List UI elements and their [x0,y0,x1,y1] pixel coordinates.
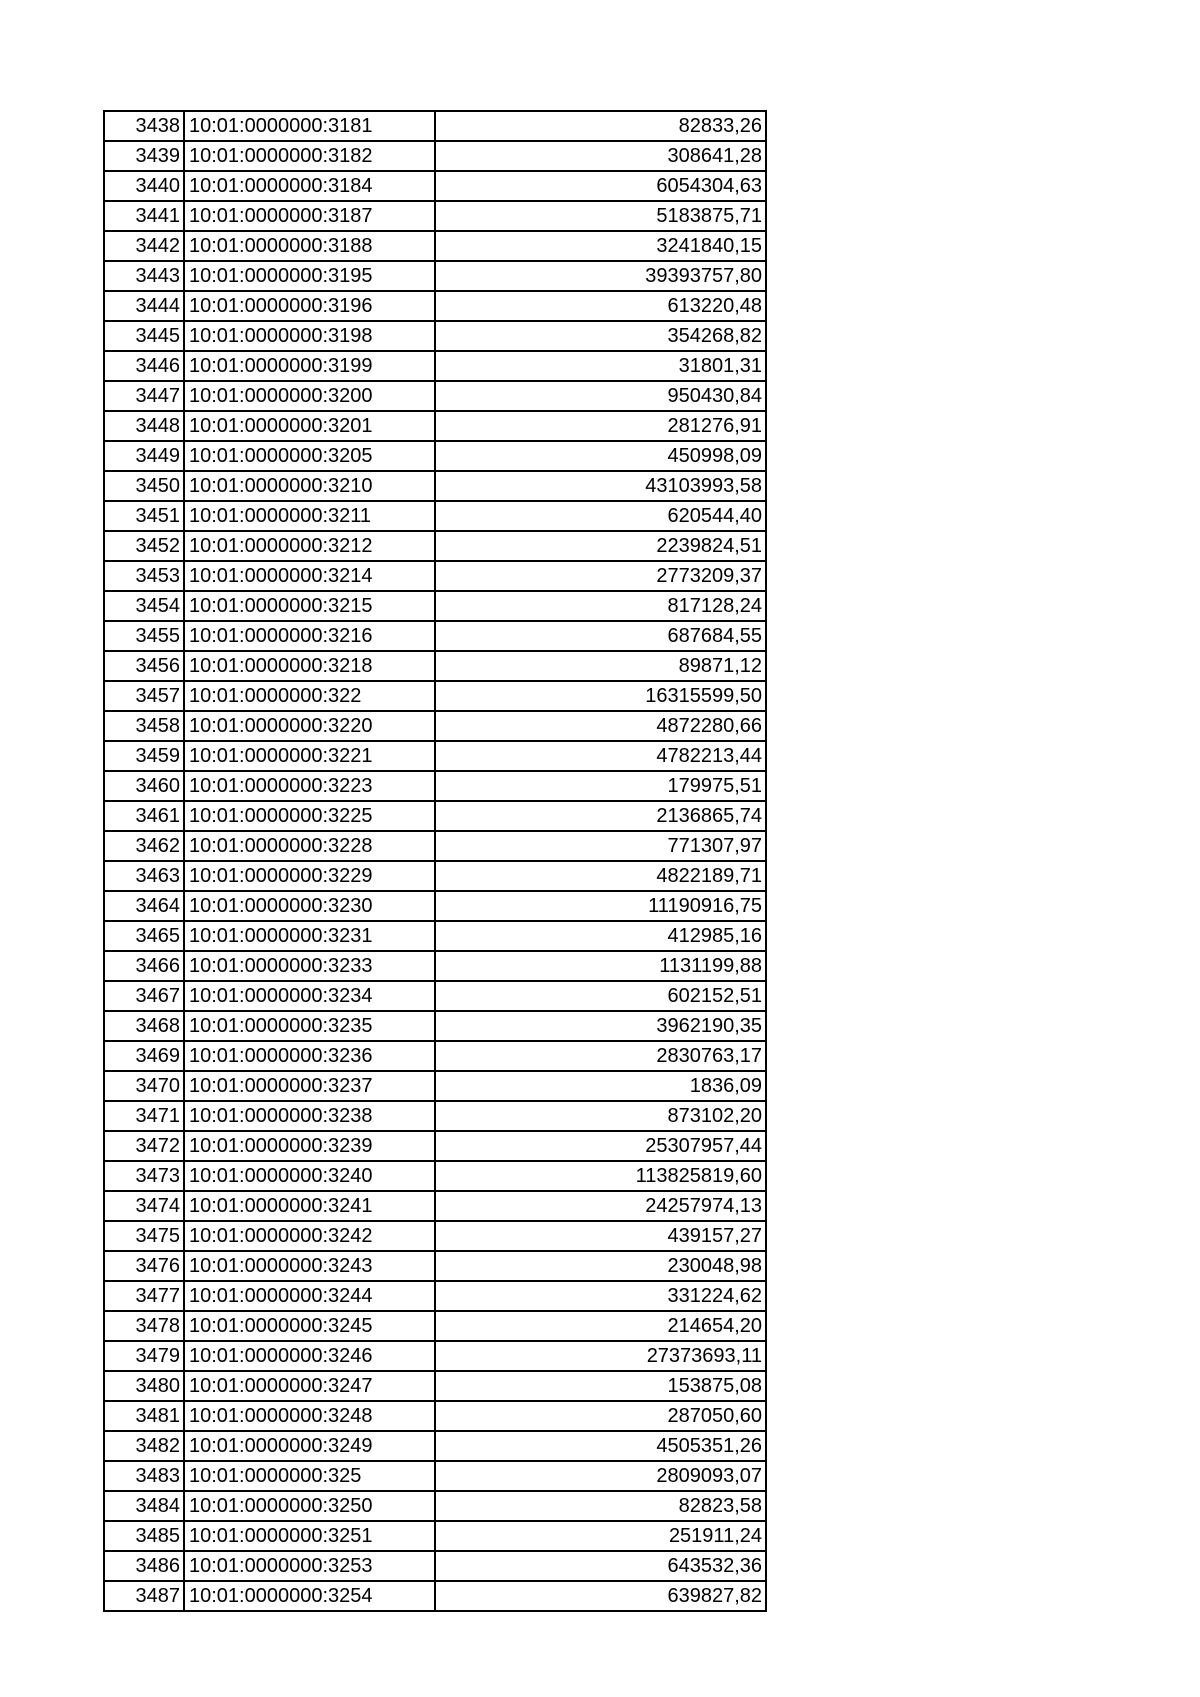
row-number-cell: 3438 [104,111,184,141]
value-cell: 620544,40 [435,501,766,531]
value-cell: 27373693,11 [435,1341,766,1371]
table-row [104,111,766,141]
value-cell: 817128,24 [435,591,766,621]
table-row [104,381,766,411]
row-number-cell: 3454 [104,591,184,621]
row-number-cell: 3446 [104,351,184,381]
value-cell: 179975,51 [435,771,766,801]
table-row [104,1071,766,1101]
row-number-cell: 3469 [104,1041,184,1071]
row-number-cell: 3479 [104,1341,184,1371]
cadastral-number-cell: 10:01:0000000:3201 [184,411,435,441]
value-cell: 687684,55 [435,621,766,651]
row-number-cell: 3484 [104,1491,184,1521]
cadastral-number-cell: 10:01:0000000:3221 [184,741,435,771]
value-cell: 308641,28 [435,141,766,171]
value-cell: 1836,09 [435,1071,766,1101]
value-cell: 2809093,07 [435,1461,766,1491]
row-number-cell: 3441 [104,201,184,231]
table-row [104,741,766,771]
table-row [104,591,766,621]
value-cell: 16315599,50 [435,681,766,711]
row-number-cell: 3456 [104,651,184,681]
value-cell: 82823,58 [435,1491,766,1521]
table-row [104,291,766,321]
table-row [104,1251,766,1281]
value-cell: 113825819,60 [435,1161,766,1191]
row-number-cell: 3440 [104,171,184,201]
value-cell: 25307957,44 [435,1131,766,1161]
cadastral-number-cell: 10:01:0000000:325 [184,1461,435,1491]
row-number-cell: 3458 [104,711,184,741]
cadastral-number-cell: 10:01:0000000:3228 [184,831,435,861]
row-number-cell: 3471 [104,1101,184,1131]
value-cell: 3241840,15 [435,231,766,261]
row-number-cell: 3452 [104,531,184,561]
cadastral-number-cell: 10:01:0000000:3210 [184,471,435,501]
cadastral-number-cell: 10:01:0000000:3242 [184,1221,435,1251]
row-number-cell: 3480 [104,1371,184,1401]
cadastral-number-cell: 10:01:0000000:3247 [184,1371,435,1401]
table-row [104,141,766,171]
row-number-cell: 3453 [104,561,184,591]
cadastral-number-cell: 10:01:0000000:3216 [184,621,435,651]
table-row [104,1161,766,1191]
row-number-cell: 3447 [104,381,184,411]
cadastral-number-cell: 10:01:0000000:3245 [184,1311,435,1341]
row-number-cell: 3442 [104,231,184,261]
cadastral-number-cell: 10:01:0000000:3248 [184,1401,435,1431]
table-row [104,1491,766,1521]
row-number-cell: 3466 [104,951,184,981]
value-cell: 643532,36 [435,1551,766,1581]
value-cell: 439157,27 [435,1221,766,1251]
value-cell: 153875,08 [435,1371,766,1401]
row-number-cell: 3475 [104,1221,184,1251]
value-cell: 281276,91 [435,411,766,441]
table-row [104,471,766,501]
table-row [104,1521,766,1551]
value-cell: 1131199,88 [435,951,766,981]
cadastral-number-cell: 10:01:0000000:3237 [184,1071,435,1101]
row-number-cell: 3477 [104,1281,184,1311]
table-row [104,831,766,861]
row-number-cell: 3487 [104,1581,184,1611]
value-cell: 6054304,63 [435,171,766,201]
cadastral-number-cell: 10:01:0000000:3241 [184,1191,435,1221]
row-number-cell: 3460 [104,771,184,801]
cadastral-number-cell: 10:01:0000000:3235 [184,1011,435,1041]
table-row [104,1011,766,1041]
row-number-cell: 3451 [104,501,184,531]
value-cell: 31801,31 [435,351,766,381]
value-cell: 3962190,35 [435,1011,766,1041]
table-row [104,1341,766,1371]
row-number-cell: 3470 [104,1071,184,1101]
row-number-cell: 3486 [104,1551,184,1581]
cadastral-number-cell: 10:01:0000000:3246 [184,1341,435,1371]
row-number-cell: 3473 [104,1161,184,1191]
table-row [104,1551,766,1581]
cadastral-number-cell: 10:01:0000000:3205 [184,441,435,471]
value-cell: 24257974,13 [435,1191,766,1221]
cadastral-number-cell: 10:01:0000000:3187 [184,201,435,231]
cadastral-number-cell: 10:01:0000000:3230 [184,891,435,921]
row-number-cell: 3459 [104,741,184,771]
table-row [104,1221,766,1251]
row-number-cell: 3467 [104,981,184,1011]
value-cell: 2773209,37 [435,561,766,591]
value-cell: 214654,20 [435,1311,766,1341]
value-cell: 639827,82 [435,1581,766,1611]
table-row [104,801,766,831]
value-cell: 82833,26 [435,111,766,141]
row-number-cell: 3482 [104,1431,184,1461]
cadastral-number-cell: 10:01:0000000:3198 [184,321,435,351]
value-cell: 11190916,75 [435,891,766,921]
table-row [104,1101,766,1131]
cadastral-number-cell: 10:01:0000000:3243 [184,1251,435,1281]
cadastral-number-cell: 10:01:0000000:3199 [184,351,435,381]
value-cell: 331224,62 [435,1281,766,1311]
cadastral-number-cell: 10:01:0000000:3218 [184,651,435,681]
table-row [104,1431,766,1461]
row-number-cell: 3485 [104,1521,184,1551]
table-row [104,711,766,741]
value-cell: 2830763,17 [435,1041,766,1071]
cadastral-number-cell: 10:01:0000000:3212 [184,531,435,561]
row-number-cell: 3445 [104,321,184,351]
value-cell: 251911,24 [435,1521,766,1551]
table-row [104,651,766,681]
cadastral-number-cell: 10:01:0000000:3181 [184,111,435,141]
table-row [104,261,766,291]
value-cell: 5183875,71 [435,201,766,231]
row-number-cell: 3444 [104,291,184,321]
table-row [104,351,766,381]
cadastral-number-cell: 10:01:0000000:3236 [184,1041,435,1071]
table-row [104,981,766,1011]
table-row [104,951,766,981]
row-number-cell: 3457 [104,681,184,711]
value-cell: 287050,60 [435,1401,766,1431]
cadastral-number-cell: 10:01:0000000:3182 [184,141,435,171]
row-number-cell: 3481 [104,1401,184,1431]
value-cell: 4822189,71 [435,861,766,891]
row-number-cell: 3449 [104,441,184,471]
cadastral-number-cell: 10:01:0000000:3188 [184,231,435,261]
row-number-cell: 3461 [104,801,184,831]
table-row [104,561,766,591]
row-number-cell: 3468 [104,1011,184,1041]
cadastral-number-cell: 10:01:0000000:3225 [184,801,435,831]
table-row [104,1371,766,1401]
value-cell: 873102,20 [435,1101,766,1131]
table-row [104,681,766,711]
value-cell: 354268,82 [435,321,766,351]
cadastral-number-cell: 10:01:0000000:3195 [184,261,435,291]
value-cell: 39393757,80 [435,261,766,291]
value-cell: 2136865,74 [435,801,766,831]
cadastral-number-cell: 10:01:0000000:3200 [184,381,435,411]
value-cell: 230048,98 [435,1251,766,1281]
row-number-cell: 3483 [104,1461,184,1491]
table-body [104,111,766,1611]
table-row [104,1461,766,1491]
table-row [104,441,766,471]
cadastral-number-cell: 10:01:0000000:3214 [184,561,435,591]
table-row [104,531,766,561]
table-row [104,891,766,921]
cadastral-number-cell: 10:01:0000000:3239 [184,1131,435,1161]
cadastral-number-cell: 10:01:0000000:3229 [184,861,435,891]
row-number-cell: 3448 [104,411,184,441]
table-row [104,321,766,351]
row-number-cell: 3478 [104,1311,184,1341]
cadastral-number-cell: 10:01:0000000:3254 [184,1581,435,1611]
table-row [104,621,766,651]
table-row [104,921,766,951]
cadastral-number-cell: 10:01:0000000:3253 [184,1551,435,1581]
cadastral-number-cell: 10:01:0000000:3196 [184,291,435,321]
cadastral-number-cell: 10:01:0000000:3215 [184,591,435,621]
table-row [104,1281,766,1311]
row-number-cell: 3439 [104,141,184,171]
value-cell: 43103993,58 [435,471,766,501]
row-number-cell: 3472 [104,1131,184,1161]
cadastral-number-cell: 10:01:0000000:3249 [184,1431,435,1461]
value-cell: 2239824,51 [435,531,766,561]
cadastral-number-cell: 10:01:0000000:3238 [184,1101,435,1131]
table-row [104,201,766,231]
value-cell: 771307,97 [435,831,766,861]
table-row [104,1191,766,1221]
row-number-cell: 3474 [104,1191,184,1221]
cadastral-number-cell: 10:01:0000000:3233 [184,951,435,981]
row-number-cell: 3462 [104,831,184,861]
value-cell: 4782213,44 [435,741,766,771]
cadastral-number-cell: 10:01:0000000:3250 [184,1491,435,1521]
row-number-cell: 3450 [104,471,184,501]
value-cell: 412985,16 [435,921,766,951]
value-cell: 602152,51 [435,981,766,1011]
cadastral-number-cell: 10:01:0000000:3234 [184,981,435,1011]
row-number-cell: 3443 [104,261,184,291]
row-number-cell: 3455 [104,621,184,651]
table-row [104,501,766,531]
cadastral-number-cell: 10:01:0000000:3231 [184,921,435,951]
value-cell: 4505351,26 [435,1431,766,1461]
cadastral-number-cell: 10:01:0000000:3244 [184,1281,435,1311]
cadastral-value-table [103,110,767,1612]
cadastral-number-cell: 10:01:0000000:3240 [184,1161,435,1191]
row-number-cell: 3463 [104,861,184,891]
table-row [104,861,766,891]
row-number-cell: 3476 [104,1251,184,1281]
value-cell: 613220,48 [435,291,766,321]
value-cell: 950430,84 [435,381,766,411]
cadastral-number-cell: 10:01:0000000:3223 [184,771,435,801]
cadastral-number-cell: 10:01:0000000:3184 [184,171,435,201]
value-cell: 4872280,66 [435,711,766,741]
row-number-cell: 3465 [104,921,184,951]
value-cell: 450998,09 [435,441,766,471]
cadastral-number-cell: 10:01:0000000:3220 [184,711,435,741]
cadastral-number-cell: 10:01:0000000:3211 [184,501,435,531]
cadastral-number-cell: 10:01:0000000:322 [184,681,435,711]
row-number-cell: 3464 [104,891,184,921]
table-row [104,411,766,441]
cadastral-number-cell: 10:01:0000000:3251 [184,1521,435,1551]
table-row [104,1131,766,1161]
table-row [104,171,766,201]
table-row [104,771,766,801]
table-row [104,1401,766,1431]
table-row [104,1311,766,1341]
table-row [104,231,766,261]
table-row [104,1041,766,1071]
value-cell: 89871,12 [435,651,766,681]
table-row [104,1581,766,1611]
